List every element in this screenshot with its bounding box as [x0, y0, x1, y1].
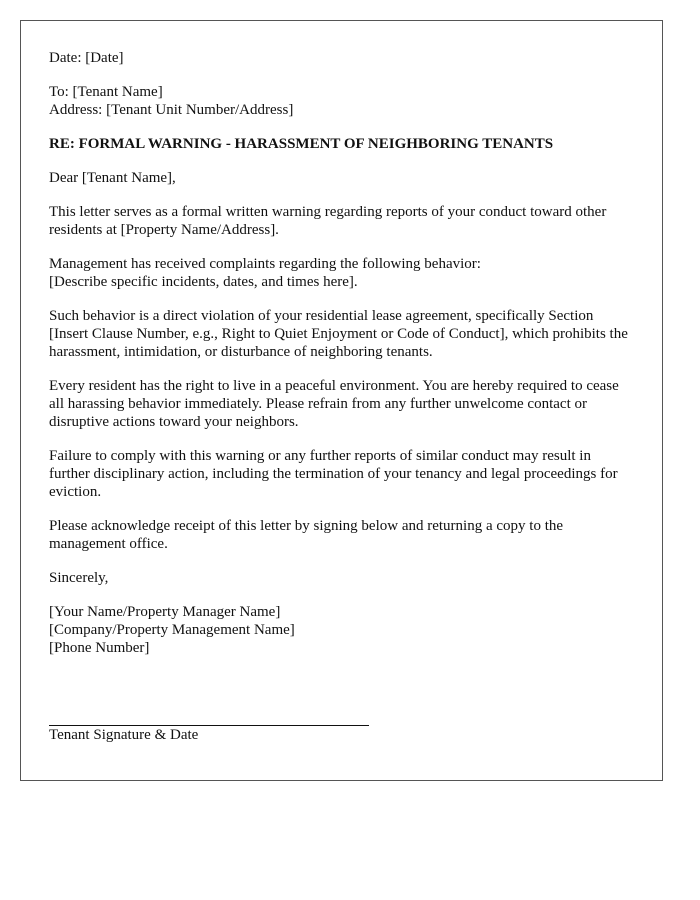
paragraph-acknowledge: Please acknowledge receipt of this letter by signing below and returning a copy to the management office. [49, 518, 564, 552]
sender-company: [Company/Property Management Name] [49, 622, 295, 638]
signature-label: Tenant Signature & Date [49, 727, 199, 743]
paragraph-consequences: Failure to comply with this warning or any further reports of similar conduct may result in further disciplinary action, including the termination of your tenancy and legal proceedings for eviction. [49, 448, 618, 500]
date-line: Date: [Date] [49, 50, 124, 66]
complaints-placeholder: [Describe specific incidents, dates, and times here]. [49, 274, 358, 290]
complaints-block [49, 255, 634, 291]
paragraph-intro: This letter serves as a formal written warning regarding reports of your conduct toward other residents at [Property Name/Address]. [49, 204, 607, 238]
closing: Sincerely, [49, 570, 109, 586]
subject-line: RE: FORMAL WARNING - HARASSMENT OF NEIGHBORING TENANTS [49, 136, 554, 152]
signature-space [49, 657, 634, 725]
warning-letter [20, 20, 663, 781]
recipient-block [49, 83, 634, 119]
salutation: Dear [Tenant Name], [49, 170, 176, 186]
recipient-address: Address: [Tenant Unit Number/Address] [49, 102, 294, 118]
sender-phone: [Phone Number] [49, 640, 150, 656]
sender-name: [Your Name/Property Manager Name] [49, 604, 281, 620]
paragraph-violation: Such behavior is a direct violation of your residential lease agreement, specifically Section [Insert Clause Number, e.g., Right to Quiet Enjoyment or Code of Conduct], which prohibits the harassment, intimidation, or disturbance of neighboring tenants. [49, 308, 628, 360]
complaints-intro: Management has received complaints regarding the following behavior: [49, 256, 481, 272]
recipient-name: To: [Tenant Name] [49, 84, 163, 100]
sender-block [49, 603, 634, 657]
paragraph-requirement: Every resident has the right to live in a peaceful environment. You are hereby required to cease all harassing behavior immediately. Please refrain from any further unwelcome contact or disruptive actions toward your neighbors. [49, 378, 619, 430]
